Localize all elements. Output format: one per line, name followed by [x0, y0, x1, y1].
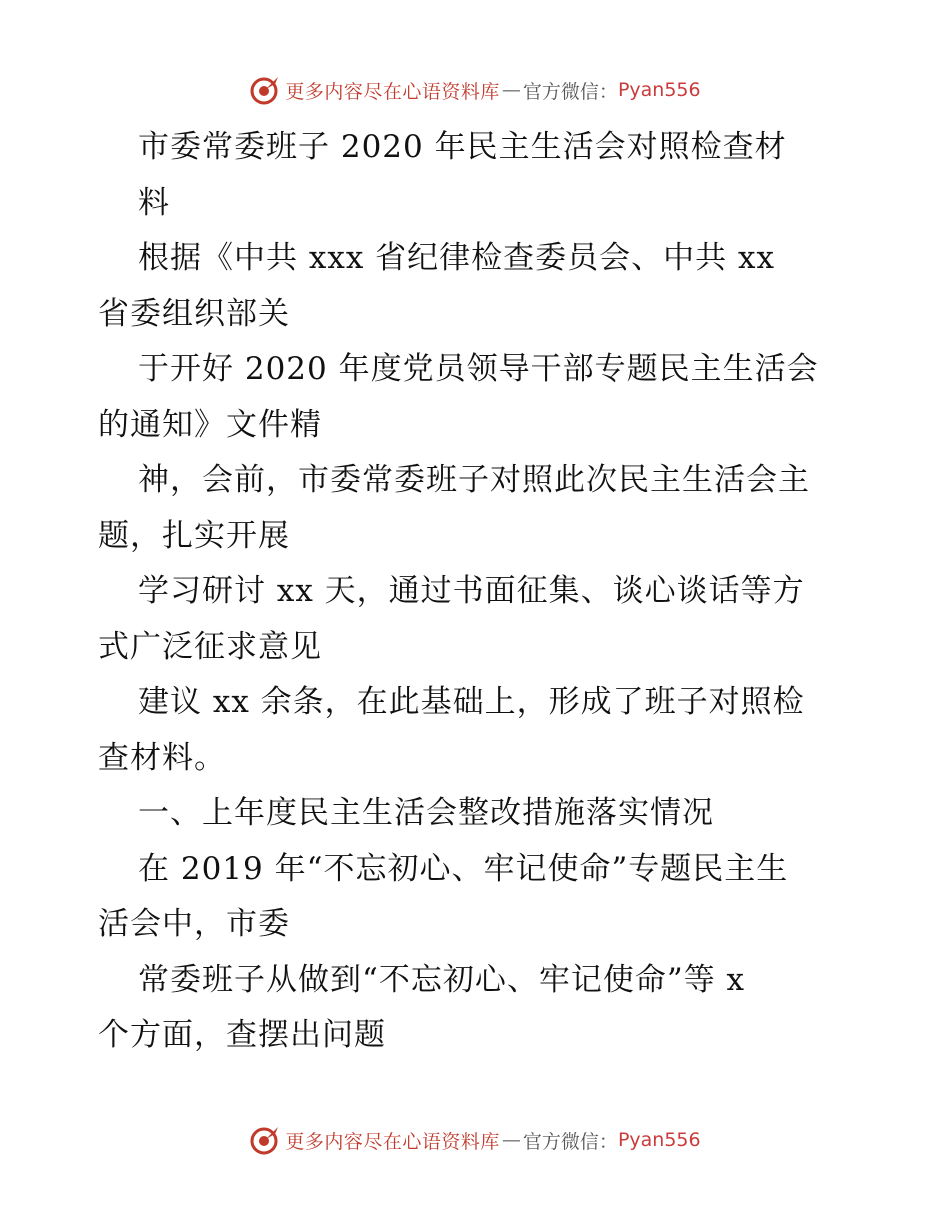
watermark-text: 更多内容尽在心语资料库	[285, 80, 500, 103]
watermark-footer	[0, 1120, 950, 1160]
watermark-text: 更多内容尽在心语资料库	[285, 1130, 500, 1153]
doc-line: 在 2019 年“不忘初心、牢记使命”专题民主生	[138, 850, 789, 887]
doc-line: 根据《中共 xxx 省纪律检查委员会、中共 xx	[138, 240, 775, 276]
doc-line: 建议 xx 余条，在此基础上，形成了班子对照检	[138, 684, 805, 720]
watermark-header	[0, 70, 950, 110]
doc-line: 省委组织部关	[98, 295, 290, 332]
document-body	[98, 120, 858, 1064]
doc-line: 于开好 2020 年度党员领导干部专题民主生活会	[138, 351, 819, 387]
watermark-dash: —	[501, 79, 521, 101]
doc-line: 查材料。	[98, 739, 226, 776]
doc-line: 活会中，市委	[98, 906, 290, 942]
doc-line: 式广泛征求意见	[98, 628, 322, 665]
watermark-dash: —	[501, 1129, 521, 1151]
doc-line: 常委班子从做到“不忘初心、牢记使命”等 x	[138, 961, 746, 998]
doc-title-line-2: 料	[138, 184, 170, 221]
watermark-wechat-id: Pyan556	[617, 1129, 701, 1151]
watermark-label: 官方微信：	[522, 80, 618, 103]
doc-line: 的通知》文件精	[98, 406, 322, 443]
quill-logo-icon	[249, 74, 281, 106]
watermark-label: 官方微信：	[522, 1130, 618, 1153]
section-heading: 一、上年度民主生活会整改措施落实情况	[138, 795, 714, 831]
doc-line: 神，会前，市委常委班子对照此次民主生活会主	[138, 462, 810, 498]
quill-logo-icon	[249, 1124, 281, 1156]
doc-line: 个方面，查摆出问题	[98, 1017, 386, 1053]
doc-line: 题，扎实开展	[98, 517, 290, 554]
doc-line: 学习研讨 xx 天，通过书面征集、谈心谈话等方	[138, 573, 805, 609]
watermark-wechat-id: Pyan556	[617, 79, 701, 101]
doc-title-line-1: 市委常委班子 2020 年民主生活会对照检查材	[138, 129, 787, 165]
